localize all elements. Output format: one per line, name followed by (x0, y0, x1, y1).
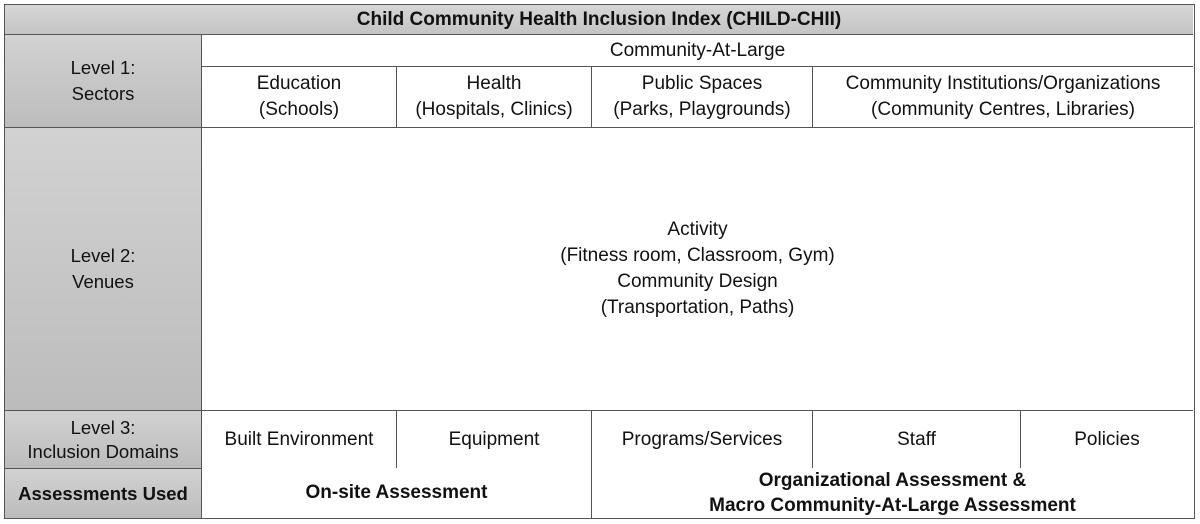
community-at-large-header (202, 35, 1193, 67)
sector-examples: (Hospitals, Clinics) (415, 99, 573, 120)
sector-health (397, 67, 592, 128)
assessments-label (5, 468, 202, 518)
sector-examples: (Community Centres, Libraries) (871, 99, 1135, 120)
domain-staff (813, 411, 1021, 468)
domain-label: Programs/Services (621, 428, 783, 450)
level1-label-line2: Sectors (71, 83, 135, 104)
domain-label: Equipment (448, 428, 540, 450)
venue-line: (Fitness room, Classroom, Gym) (560, 245, 835, 266)
inclusion-index-table (4, 4, 1195, 519)
level2-label-line2: Venues (72, 271, 134, 292)
venue-line: Activity (667, 219, 728, 240)
sector-education (202, 67, 397, 128)
domain-equipment (397, 411, 592, 468)
community-at-large-text: Community-At-Large (609, 39, 786, 61)
level2-label (5, 128, 202, 411)
table-title-text: Child Community Health Inclusion Index (CHILD-CHII) (356, 8, 842, 30)
domain-label: Built Environment (224, 428, 374, 450)
table-title (5, 5, 1193, 35)
sector-name: Education (256, 73, 342, 94)
assessments-label-text: Assessments Used (18, 482, 188, 504)
level2-label-line1: Level 2: (70, 245, 136, 266)
org-assessment-line1: Organizational Assessment & (758, 470, 1027, 491)
domain-policies (1021, 411, 1193, 468)
level1-label-line1: Level 1: (70, 57, 136, 78)
onsite-assessment-text: On-site Assessment (305, 482, 488, 503)
sector-examples: (Parks, Playgrounds) (613, 99, 791, 120)
sector-name: Community Institutions/Organizations (845, 73, 1161, 94)
level1-label (5, 35, 202, 128)
venue-line: Community Design (617, 271, 778, 292)
organizational-assessment (592, 468, 1193, 518)
venue-line: (Transportation, Paths) (600, 297, 795, 318)
org-assessment-line2: Macro Community-At-Large Assessment (709, 495, 1076, 516)
sector-public-spaces (592, 67, 813, 128)
level3-label (5, 411, 202, 468)
sector-community-institutions (813, 67, 1193, 128)
domain-label: Policies (1074, 428, 1140, 450)
level3-label-line2: Inclusion Domains (27, 440, 179, 462)
sector-name: Health (466, 73, 522, 94)
domain-programs-services (592, 411, 813, 468)
domain-built-environment (202, 411, 397, 468)
level3-label-line1: Level 3: (70, 416, 136, 438)
venues-cell (202, 128, 1193, 411)
onsite-assessment (202, 468, 592, 518)
sector-examples: (Schools) (258, 99, 340, 120)
sector-name: Public Spaces (641, 73, 763, 94)
domain-label: Staff (897, 428, 936, 450)
